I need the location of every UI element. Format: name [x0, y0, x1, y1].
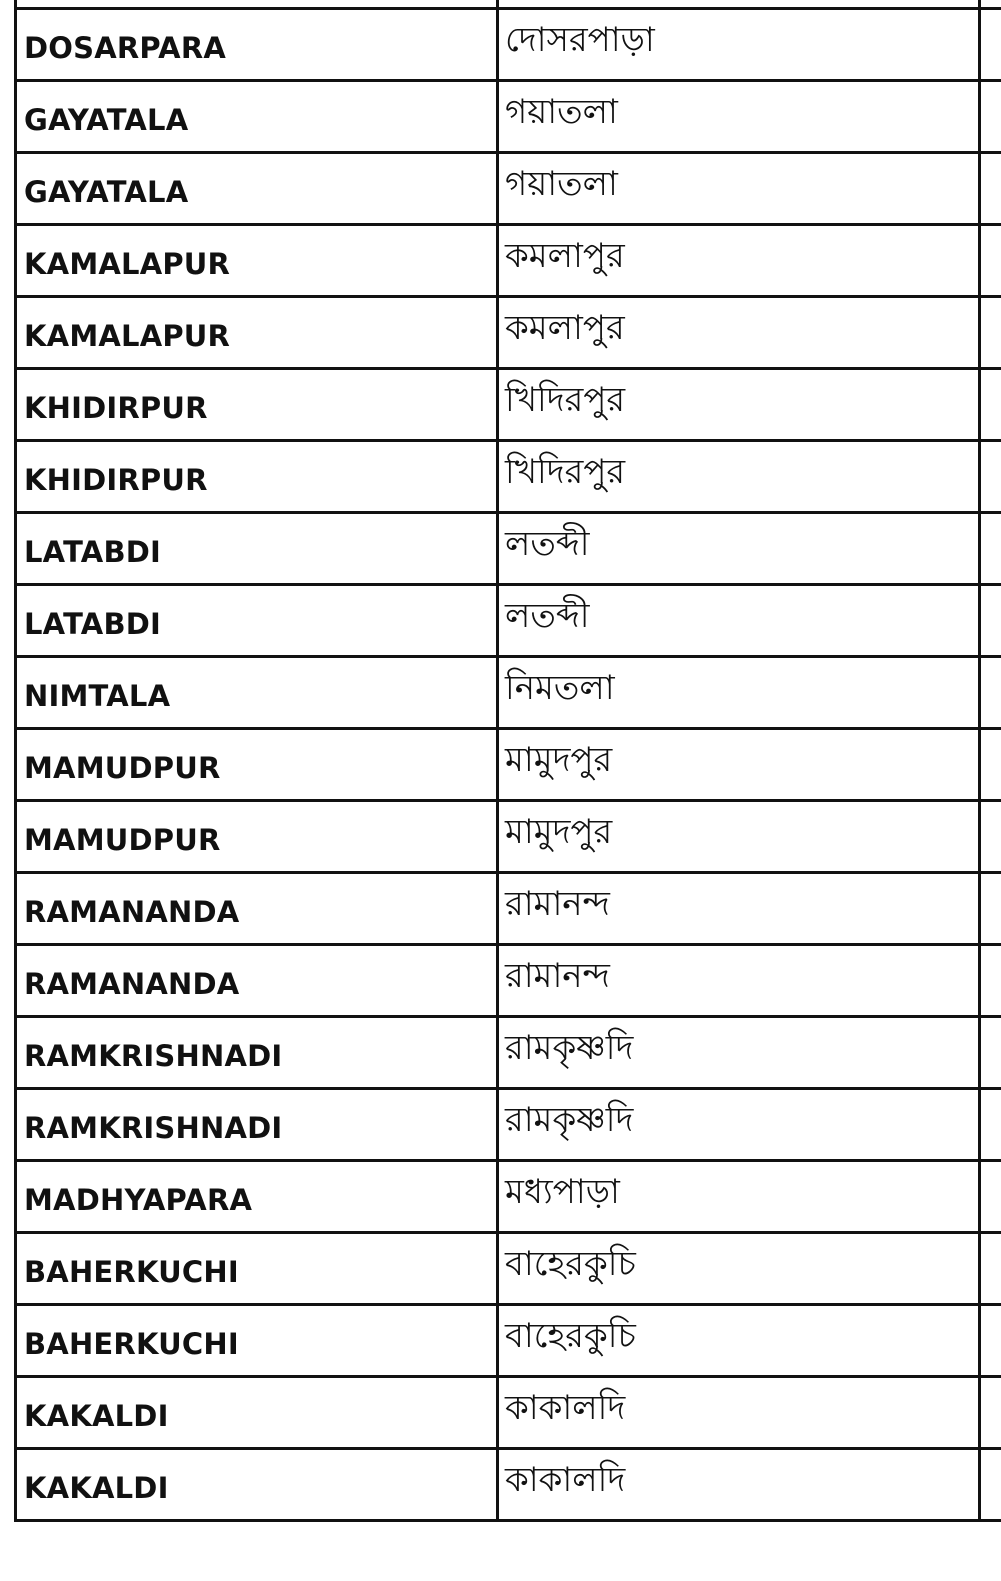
row-divider-stub [978, 1519, 1001, 1522]
row-divider-stub [978, 583, 1001, 586]
row-divider-stub [978, 1159, 1001, 1162]
village-name-english-cell: KAMALAPUR [16, 297, 498, 369]
table-row [16, 1305, 980, 1377]
village-name-bengali-cell: গয়াতলা [498, 81, 980, 153]
village-name-english-cell: KAKALDI [16, 1377, 498, 1449]
village-name-bengali-cell: রামানন্দ [498, 945, 980, 1017]
table-body [16, 0, 980, 1521]
village-name-english-cell: KHIDIRPUR [16, 441, 498, 513]
village-name-bengali-cell: লতব্দী [498, 513, 980, 585]
table-row [16, 513, 980, 585]
village-name-english-cell: KAMALAPUR [16, 225, 498, 297]
village-name-bengali-cell: কমলাপুর [498, 297, 980, 369]
village-name-bengali-cell: মামুদপুর [498, 801, 980, 873]
table-row [16, 1377, 980, 1449]
row-divider-stub [978, 511, 1001, 514]
village-name-english-cell: BAHERKUCHI [16, 1305, 498, 1377]
village-name-bengali-cell: রামকৃষ্ণদি [498, 1017, 980, 1089]
header-row-cutoff [16, 0, 980, 9]
village-name-bengali-cell: রামানন্দ [498, 873, 980, 945]
row-divider-stub [978, 1087, 1001, 1090]
header-cell-english-cutoff [16, 0, 498, 9]
table-row [16, 945, 980, 1017]
village-name-bengali-cell: মামুদপুর [498, 729, 980, 801]
left-margin [0, 0, 3, 1458]
village-name-english-cell: LATABDI [16, 513, 498, 585]
row-divider-stub [978, 799, 1001, 802]
table-row [16, 1233, 980, 1305]
village-name-bengali-cell: কাকালদি [498, 1377, 980, 1449]
village-name-english-cell: GAYATALA [16, 153, 498, 225]
village-name-bengali-cell: খিদিরপুর [498, 441, 980, 513]
village-name-bengali-cell: নিমতলা [498, 657, 980, 729]
adjacent-table-edge [978, 0, 1001, 1458]
village-name-english-cell: KAKALDI [16, 1449, 498, 1521]
village-name-bengali-cell: মধ্যপাড়া [498, 1161, 980, 1233]
village-name-english-cell: RAMANANDA [16, 945, 498, 1017]
row-divider-stub [978, 1447, 1001, 1450]
row-divider-stub [978, 655, 1001, 658]
row-divider-stub [978, 295, 1001, 298]
village-name-bengali-cell: গয়াতলা [498, 153, 980, 225]
row-divider-stub [978, 1231, 1001, 1234]
village-name-english-cell: KHIDIRPUR [16, 369, 498, 441]
village-name-english-cell: MADHYAPARA [16, 1161, 498, 1233]
village-name-english-cell: MAMUDPUR [16, 729, 498, 801]
village-name-bengali-cell: খিদিরপুর [498, 369, 980, 441]
village-name-bengali-cell: রামকৃষ্ণদি [498, 1089, 980, 1161]
table-row [16, 1161, 980, 1233]
row-divider-stub [978, 871, 1001, 874]
village-name-table [14, 0, 981, 1522]
table-row [16, 369, 980, 441]
table-row [16, 1089, 980, 1161]
table-row [16, 873, 980, 945]
table-row [16, 1017, 980, 1089]
table-row [16, 441, 980, 513]
village-name-bengali-cell: বাহেরকুচি [498, 1233, 980, 1305]
village-name-english-cell: DOSARPARA [16, 9, 498, 81]
village-name-bengali-cell: দোসরপাড়া [498, 9, 980, 81]
table-row [16, 81, 980, 153]
village-name-english-cell: RAMANANDA [16, 873, 498, 945]
table-row [16, 729, 980, 801]
row-divider-stub [978, 1015, 1001, 1018]
village-name-english-cell: NIMTALA [16, 657, 498, 729]
row-divider-stub [978, 151, 1001, 154]
table-row [16, 657, 980, 729]
table-row [16, 9, 980, 81]
row-divider-stub [978, 7, 1001, 10]
table-row [16, 153, 980, 225]
row-divider-stub [978, 367, 1001, 370]
table-row [16, 585, 980, 657]
village-name-english-cell: MAMUDPUR [16, 801, 498, 873]
village-name-bengali-cell: বাহেরকুচি [498, 1305, 980, 1377]
table-row [16, 801, 980, 873]
village-name-english-cell: BAHERKUCHI [16, 1233, 498, 1305]
village-name-bengali-cell: কাকালদি [498, 1449, 980, 1521]
village-name-english-cell: LATABDI [16, 585, 498, 657]
row-divider-stub [978, 1375, 1001, 1378]
village-name-english-cell: GAYATALA [16, 81, 498, 153]
row-divider-stub [978, 223, 1001, 226]
row-divider-stub [978, 439, 1001, 442]
row-divider-stub [978, 727, 1001, 730]
village-name-bengali-cell: কমলাপুর [498, 225, 980, 297]
village-name-english-cell: RAMKRISHNADI [16, 1017, 498, 1089]
village-name-bengali-cell: লতব্দী [498, 585, 980, 657]
village-name-english-cell: RAMKRISHNADI [16, 1089, 498, 1161]
row-divider-stub [978, 1303, 1001, 1306]
row-divider-stub [978, 943, 1001, 946]
table-row [16, 225, 980, 297]
header-cell-bengali-cutoff [498, 0, 980, 9]
row-divider-stub [978, 79, 1001, 82]
table-row [16, 1449, 980, 1521]
table-row [16, 297, 980, 369]
